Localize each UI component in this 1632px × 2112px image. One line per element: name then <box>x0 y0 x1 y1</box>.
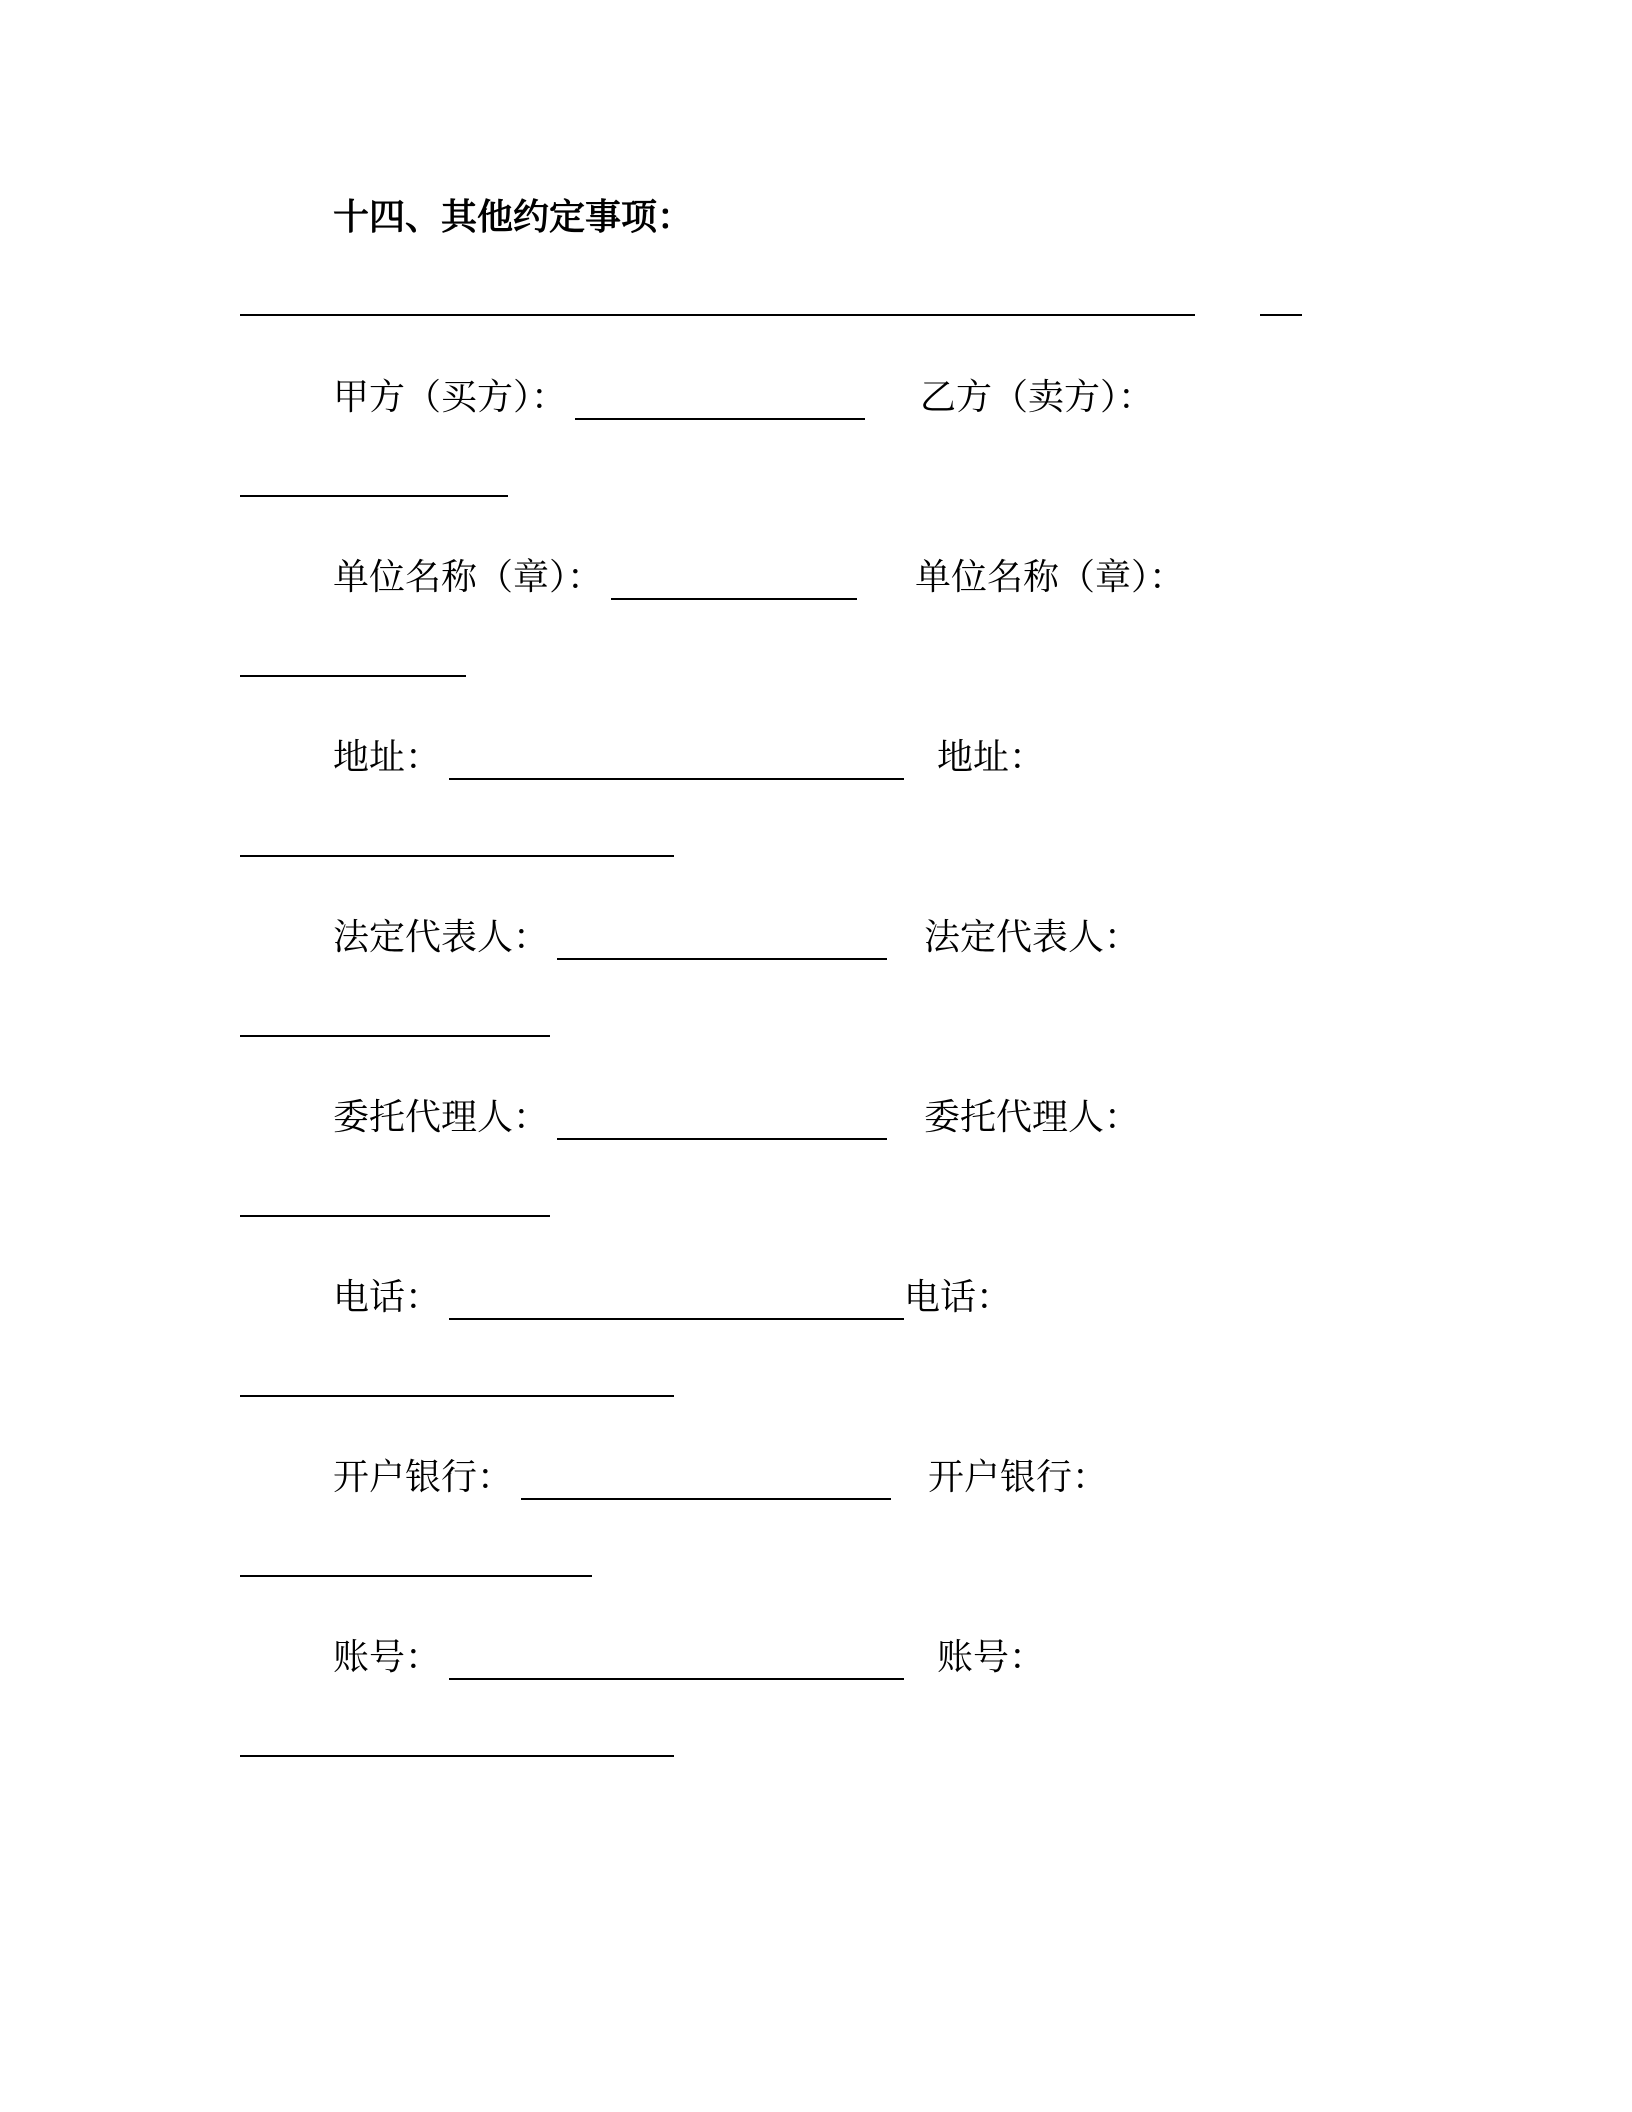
account-a-blank[interactable] <box>449 1644 904 1680</box>
legal-rep-b-label: 法定代表人： <box>924 917 1141 958</box>
address-b-blank[interactable] <box>240 853 674 857</box>
agent-a-row <box>333 1096 887 1140</box>
bank-b-label: 开户银行： <box>928 1457 1109 1498</box>
section-heading <box>333 196 693 240</box>
account-b-row <box>937 1636 1045 1680</box>
unit-name-b-blank[interactable] <box>240 673 466 677</box>
other-items-blank-line[interactable] <box>240 312 1195 316</box>
unit-name-b-row <box>915 556 1185 600</box>
section-heading-text: 十四、其他约定事项： <box>333 197 694 238</box>
account-a-label: 账号： <box>333 1637 442 1678</box>
account-b-label: 账号： <box>937 1637 1046 1678</box>
party-b-row <box>920 376 1154 420</box>
party-a-row <box>333 376 865 420</box>
agent-a-label: 委托代理人： <box>333 1097 550 1138</box>
legal-rep-a-row <box>333 916 887 960</box>
legal-rep-a-blank[interactable] <box>557 924 887 960</box>
address-a-label: 地址： <box>333 737 442 778</box>
legal-rep-a-label: 法定代表人： <box>333 917 550 958</box>
legal-rep-b-row <box>924 916 1140 960</box>
party-b-blank[interactable] <box>240 493 508 497</box>
phone-b-blank[interactable] <box>240 1393 674 1397</box>
legal-rep-b-blank[interactable] <box>240 1033 550 1037</box>
bank-b-row <box>928 1456 1108 1500</box>
account-b-blank[interactable] <box>240 1753 674 1757</box>
agent-a-blank[interactable] <box>557 1104 887 1140</box>
bank-a-label: 开户银行： <box>333 1457 514 1498</box>
party-a-label: 甲方（买方）： <box>333 377 568 418</box>
unit-name-b-label: 单位名称（章）： <box>915 557 1186 598</box>
agent-b-blank[interactable] <box>240 1213 550 1217</box>
address-a-row <box>333 736 904 780</box>
bank-b-blank[interactable] <box>240 1573 592 1577</box>
party-a-blank[interactable] <box>575 384 865 420</box>
bank-a-blank[interactable] <box>521 1464 891 1500</box>
phone-a-blank[interactable] <box>449 1284 904 1320</box>
bank-a-row <box>333 1456 891 1500</box>
phone-a-row <box>333 1276 1012 1320</box>
unit-name-a-row <box>333 556 857 600</box>
agent-b-row <box>924 1096 1140 1140</box>
agent-b-label: 委托代理人： <box>924 1097 1141 1138</box>
phone-b-label: 电话： <box>904 1277 1013 1318</box>
account-a-row <box>333 1636 904 1680</box>
party-b-label: 乙方（卖方）： <box>920 377 1155 418</box>
phone-a-label: 电话： <box>333 1277 442 1318</box>
other-items-blank-line-end[interactable] <box>1260 312 1302 316</box>
address-b-row <box>937 736 1045 780</box>
unit-name-a-blank[interactable] <box>611 564 857 600</box>
unit-name-a-label: 单位名称（章）： <box>333 557 604 598</box>
address-b-label: 地址： <box>937 737 1046 778</box>
address-a-blank[interactable] <box>449 744 904 780</box>
